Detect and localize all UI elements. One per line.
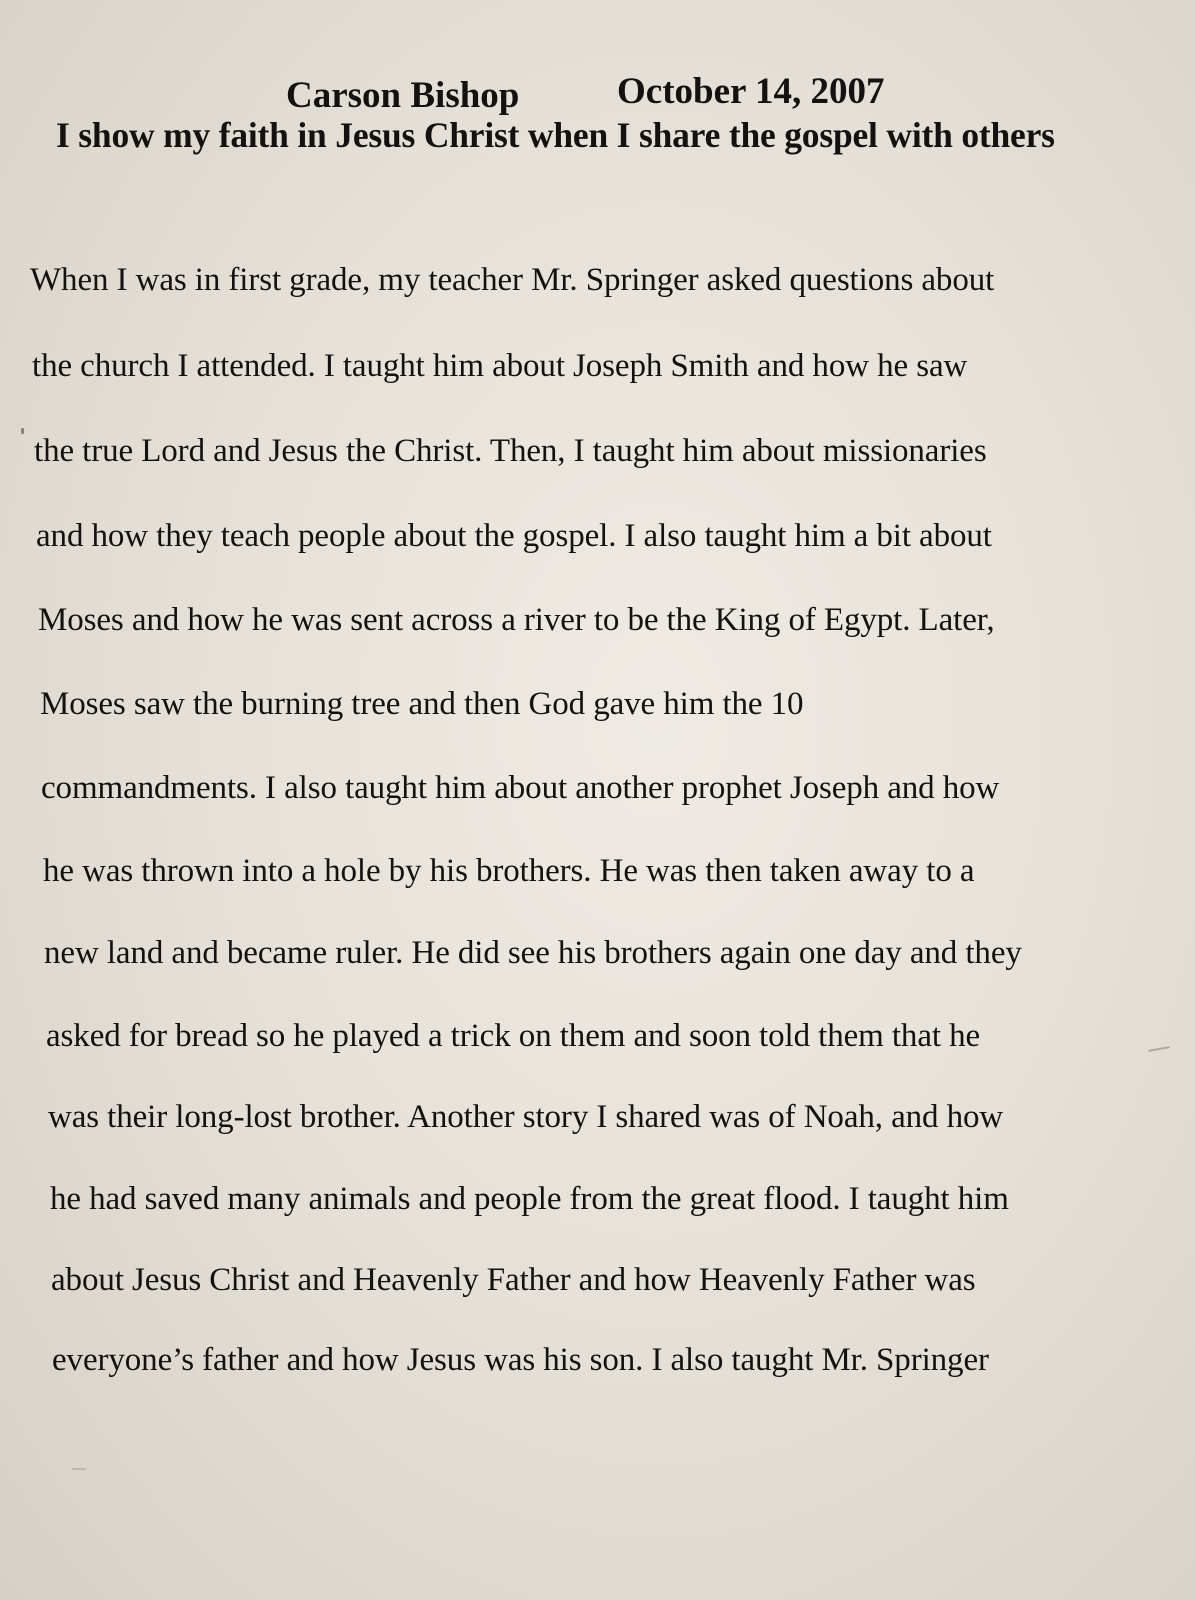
paper-speck — [21, 428, 24, 434]
body-line: commandments. I also taught him about another prophet Joseph and how — [41, 770, 1000, 806]
body-line: he had saved many animals and people from the great flood. I taught him — [50, 1181, 1009, 1217]
body-line: Moses saw the burning tree and then God gave him the 10 — [40, 686, 804, 722]
body-line: the true Lord and Jesus the Christ. Then, I taught him about missionaries — [34, 433, 987, 469]
document-title: I show my faith in Jesus Christ when I share the gospel with others — [56, 115, 1055, 155]
body-line: he was thrown into a hole by his brothers. He was then taken away to a — [43, 853, 975, 889]
paper-speck — [72, 1468, 86, 1470]
body-line: asked for bread so he played a trick on them and soon told them that he — [46, 1018, 981, 1054]
body-line: the church I attended. I taught him about Joseph Smith and how he saw — [32, 348, 968, 384]
author-name: Carson Bishop — [286, 75, 520, 116]
body-line: was their long-lost brother. Another story I shared was of Noah, and how — [48, 1099, 1004, 1135]
body-line: and how they teach people about the gospel. I also taught him a bit about — [36, 518, 992, 554]
body-line: everyone’s father and how Jesus was his son. I also taught Mr. Springer — [52, 1342, 989, 1378]
body-line: new land and became ruler. He did see his brothers again one day and they — [44, 935, 1022, 971]
body-line: about Jesus Christ and Heavenly Father and how Heavenly Father was — [51, 1262, 976, 1298]
body-line: Moses and how he was sent across a river to be the King of Egypt. Later, — [38, 602, 995, 638]
document-date: October 14, 2007 — [617, 71, 885, 112]
body-line: When I was in first grade, my teacher Mr. Springer asked questions about — [30, 262, 995, 298]
